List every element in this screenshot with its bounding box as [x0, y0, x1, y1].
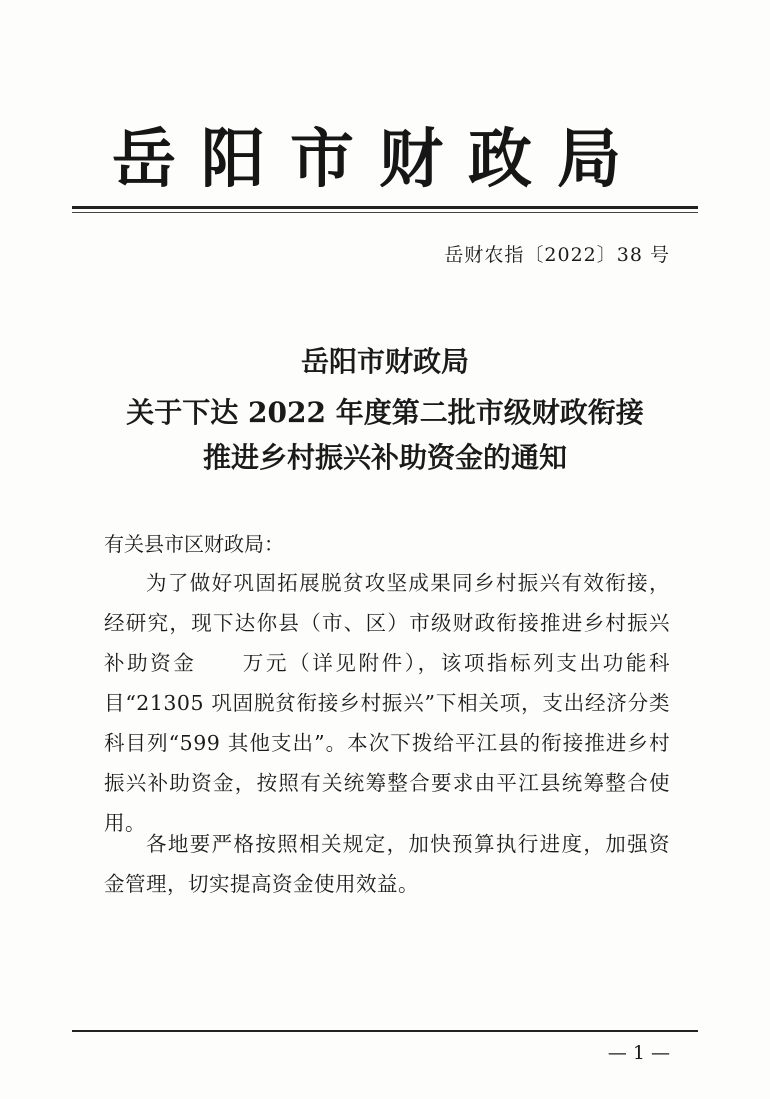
- title-line-3: 推进乡村振兴补助资金的通知: [202, 441, 567, 474]
- body-paragraph-1: 为了做好巩固拓展脱贫攻坚成果同乡村振兴有效衔接，经研究，现下达你县（市、区）市级财政衔接推进乡村振兴补助资金 万元（详见附件），该项指标列支出功能科目“21305 巩固脱贫衔接乡村振兴”下相关项，支出经济分类科目列“599 其他支出”。本次下拨给平江县的衔接推进乡村振兴补助资金，按照有关统筹整合要求由平江县统筹整合使用。: [104, 571, 670, 835]
- masthead-rule-thin: [72, 212, 698, 213]
- page-number: — 1 —: [607, 1042, 670, 1064]
- issuer-masthead: 岳阳市财政局: [112, 122, 646, 197]
- title-line-1: 岳阳市财政局: [300, 345, 469, 378]
- masthead-rule-thick: [72, 206, 698, 209]
- footer-rule: [72, 1030, 698, 1032]
- addressee: 有关县市区财政局：: [104, 532, 284, 556]
- title-line-2: 关于下达 2022 年度第二批市级财政衔接: [126, 396, 644, 429]
- document-number: 岳财农指〔2022〕38 号: [444, 244, 670, 266]
- body-paragraph-2: 各地要严格按照相关规定，加快预算执行进度，加强资金管理，切实提高资金使用效益。: [104, 832, 670, 896]
